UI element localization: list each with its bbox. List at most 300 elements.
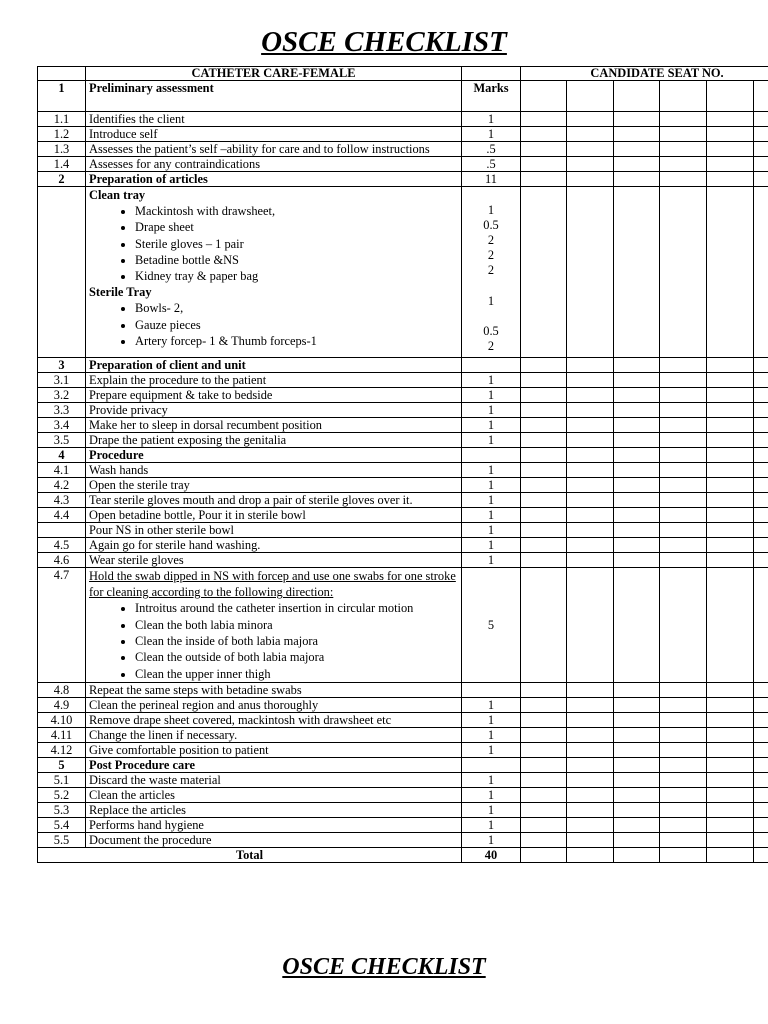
seat-cell[interactable] <box>660 553 707 568</box>
step-number: 3.3 <box>38 403 86 418</box>
step-text: Wear sterile gloves <box>86 553 462 568</box>
seat-cell[interactable] <box>614 418 660 433</box>
table-row <box>38 403 768 418</box>
table-row <box>38 712 768 727</box>
article-mark: 1 <box>487 203 495 217</box>
seat-cell[interactable] <box>567 742 614 757</box>
seat-cell[interactable] <box>707 727 754 742</box>
step-marks: 1 <box>462 403 521 418</box>
seat-cell[interactable] <box>660 508 707 523</box>
seat-cell[interactable] <box>660 832 707 847</box>
seat-cell[interactable] <box>521 418 567 433</box>
seat-cell[interactable] <box>754 142 768 157</box>
seat-cell[interactable] <box>660 433 707 448</box>
seat-cell[interactable] <box>567 418 614 433</box>
seat-cell[interactable] <box>707 742 754 757</box>
table-row <box>38 697 768 712</box>
seat-cell[interactable] <box>567 508 614 523</box>
seat-cell[interactable] <box>754 727 768 742</box>
seat-cell[interactable] <box>660 403 707 418</box>
seat-cell[interactable] <box>614 448 660 463</box>
seat-cell[interactable] <box>754 418 768 433</box>
list-item: • Sterile gloves – 1 pair <box>135 236 458 252</box>
seat-cell[interactable] <box>567 403 614 418</box>
seat-cell[interactable] <box>567 817 614 832</box>
seat-cell[interactable] <box>614 697 660 712</box>
step-marks: .5 <box>462 142 521 157</box>
seat-cell[interactable] <box>567 142 614 157</box>
seat-cell[interactable] <box>567 358 614 373</box>
seat-cell[interactable] <box>707 403 754 418</box>
step-number: 5.1 <box>38 772 86 787</box>
seat-cell[interactable] <box>521 523 567 538</box>
seat-cell[interactable] <box>521 358 567 373</box>
list-item: • Clean the outside of both labia majora <box>135 649 458 665</box>
seat-cell[interactable] <box>614 832 660 847</box>
seat-cell[interactable] <box>521 493 567 508</box>
step-number: 3.5 <box>38 433 86 448</box>
header-blank-cell <box>462 67 521 81</box>
seat-cell[interactable] <box>754 712 768 727</box>
step-number: 4.10 <box>38 712 86 727</box>
article-mark: 2 <box>487 339 495 353</box>
seat-cell[interactable] <box>521 142 567 157</box>
step-number: 3.4 <box>38 418 86 433</box>
seat-cell[interactable] <box>660 81 707 112</box>
seat-cell[interactable] <box>614 757 660 772</box>
seat-cell[interactable] <box>521 847 567 862</box>
step-marks: 1 <box>462 433 521 448</box>
articles-row <box>38 187 768 358</box>
section-title: Preliminary assessment <box>86 81 462 112</box>
step-text: Clean the perineal region and anus thoroughly <box>86 697 462 712</box>
seat-cell[interactable] <box>567 802 614 817</box>
seat-cell[interactable] <box>660 112 707 127</box>
step-number: 1.3 <box>38 142 86 157</box>
seat-cell[interactable] <box>521 112 567 127</box>
osce-checklist-table <box>37 66 768 863</box>
seat-cell[interactable] <box>660 523 707 538</box>
seat-cell[interactable] <box>660 142 707 157</box>
step-text: Remove drape sheet covered, mackintosh with drawsheet etc <box>86 712 462 727</box>
seat-cell[interactable] <box>754 682 768 697</box>
seat-cell[interactable] <box>660 787 707 802</box>
seat-cell[interactable] <box>614 358 660 373</box>
seat-cell[interactable] <box>660 187 707 358</box>
seat-cell[interactable] <box>707 508 754 523</box>
step-text: Document the procedure <box>86 832 462 847</box>
seat-cell[interactable] <box>614 682 660 697</box>
seat-cell[interactable] <box>614 388 660 403</box>
seat-cell[interactable] <box>707 712 754 727</box>
seat-cell[interactable] <box>707 187 754 358</box>
seat-cell[interactable] <box>521 553 567 568</box>
seat-cell[interactable] <box>707 433 754 448</box>
seat-cell[interactable] <box>660 127 707 142</box>
seat-cell[interactable] <box>614 553 660 568</box>
seat-cell[interactable] <box>567 433 614 448</box>
seat-cell[interactable] <box>567 787 614 802</box>
seat-cell[interactable] <box>567 682 614 697</box>
seat-cell[interactable] <box>754 817 768 832</box>
seat-cell[interactable] <box>614 772 660 787</box>
list-item: • Clean the both labia minora <box>135 617 458 633</box>
seat-cell[interactable] <box>707 523 754 538</box>
seat-cell[interactable] <box>660 742 707 757</box>
table-row <box>38 493 768 508</box>
seat-cell[interactable] <box>567 112 614 127</box>
table-row <box>38 508 768 523</box>
seat-cell[interactable] <box>521 742 567 757</box>
table-row <box>38 553 768 568</box>
seat-cell[interactable] <box>754 523 768 538</box>
seat-cell[interactable] <box>567 847 614 862</box>
list-item: • Mackintosh with drawsheet, <box>135 203 458 219</box>
step-marks: 1 <box>462 388 521 403</box>
seat-cell[interactable] <box>521 463 567 478</box>
seat-cell[interactable] <box>567 172 614 187</box>
seat-cell[interactable] <box>707 682 754 697</box>
seat-cell[interactable] <box>521 712 567 727</box>
seat-cell[interactable] <box>754 757 768 772</box>
seat-cell[interactable] <box>707 697 754 712</box>
seat-cell[interactable] <box>660 802 707 817</box>
seat-cell[interactable] <box>521 187 567 358</box>
step-number: 4.12 <box>38 742 86 757</box>
seat-cell[interactable] <box>707 772 754 787</box>
seat-cell[interactable] <box>754 157 768 172</box>
cleaning-direction-list <box>89 600 458 681</box>
seat-cell[interactable] <box>567 373 614 388</box>
seat-cell[interactable] <box>521 832 567 847</box>
seat-cell[interactable] <box>567 832 614 847</box>
seat-cell[interactable] <box>707 802 754 817</box>
seat-cell[interactable] <box>660 847 707 862</box>
seat-cell[interactable] <box>707 757 754 772</box>
seat-cell[interactable] <box>567 523 614 538</box>
seat-cell[interactable] <box>707 817 754 832</box>
seat-cell[interactable] <box>707 142 754 157</box>
section-number: 4 <box>38 448 86 463</box>
seat-cell[interactable] <box>567 727 614 742</box>
section-marks: 11 <box>462 172 521 187</box>
step-text: Repeat the same steps with betadine swabs <box>86 682 462 697</box>
seat-cell[interactable] <box>567 712 614 727</box>
seat-cell[interactable] <box>521 817 567 832</box>
seat-cell[interactable] <box>707 388 754 403</box>
seat-cell[interactable] <box>567 568 614 682</box>
seat-cell[interactable] <box>707 81 754 112</box>
table-row <box>38 523 768 538</box>
seat-cell[interactable] <box>614 742 660 757</box>
seat-cell[interactable] <box>521 448 567 463</box>
total-row <box>38 847 768 862</box>
seat-cell[interactable] <box>567 388 614 403</box>
section-marks <box>462 448 521 463</box>
seat-cell[interactable] <box>521 433 567 448</box>
table-row <box>38 772 768 787</box>
seat-cell[interactable] <box>660 682 707 697</box>
step-text: Assesses the patient’s self –ability for care and to follow instructions <box>86 142 462 157</box>
seat-cell[interactable] <box>521 538 567 553</box>
seat-cell[interactable] <box>660 727 707 742</box>
seat-cell[interactable] <box>754 127 768 142</box>
seat-cell[interactable] <box>660 373 707 388</box>
seat-cell[interactable] <box>707 493 754 508</box>
seat-cell[interactable] <box>754 847 768 862</box>
step-number: 4.5 <box>38 538 86 553</box>
seat-cell[interactable] <box>614 463 660 478</box>
seat-cell[interactable] <box>660 358 707 373</box>
seat-cell[interactable] <box>660 157 707 172</box>
step-text: Pour NS in other sterile bowl <box>86 523 462 538</box>
step-number: 4.3 <box>38 493 86 508</box>
seat-cell[interactable] <box>754 772 768 787</box>
step-text: Give comfortable position to patient <box>86 742 462 757</box>
seat-cell[interactable] <box>754 172 768 187</box>
seat-cell[interactable] <box>521 478 567 493</box>
seat-cell[interactable] <box>521 682 567 697</box>
seat-cell[interactable] <box>521 508 567 523</box>
seat-cell[interactable] <box>521 757 567 772</box>
seat-cell[interactable] <box>614 727 660 742</box>
section-number: 2 <box>38 172 86 187</box>
table-row <box>38 127 768 142</box>
seat-cell[interactable] <box>754 787 768 802</box>
seat-cell[interactable] <box>754 187 768 358</box>
seat-cell[interactable] <box>707 112 754 127</box>
seat-cell[interactable] <box>754 373 768 388</box>
seat-cell[interactable] <box>707 448 754 463</box>
step-marks: 1 <box>462 112 521 127</box>
seat-cell[interactable] <box>614 81 660 112</box>
step-marks: 1 <box>462 373 521 388</box>
seat-cell[interactable] <box>754 553 768 568</box>
table-row <box>38 817 768 832</box>
seat-cell[interactable] <box>707 358 754 373</box>
section-row <box>38 81 768 112</box>
seat-cell[interactable] <box>754 448 768 463</box>
seat-cell[interactable] <box>614 127 660 142</box>
seat-cell[interactable] <box>707 373 754 388</box>
step-number: 4.4 <box>38 508 86 523</box>
seat-cell[interactable] <box>521 388 567 403</box>
seat-cell[interactable] <box>707 568 754 682</box>
seat-cell[interactable] <box>707 463 754 478</box>
step-marks: .5 <box>462 157 521 172</box>
seat-cell[interactable] <box>660 448 707 463</box>
step-marks: 1 <box>462 742 521 757</box>
list-item: • Clean the upper inner thigh <box>135 666 458 682</box>
seat-cell[interactable] <box>614 847 660 862</box>
table-row <box>38 157 768 172</box>
seat-cell[interactable] <box>660 418 707 433</box>
seat-cell[interactable] <box>567 757 614 772</box>
step-4-7-details <box>86 568 462 682</box>
seat-cell[interactable] <box>754 538 768 553</box>
seat-cell[interactable] <box>754 508 768 523</box>
seat-cell[interactable] <box>614 478 660 493</box>
candidate-seat-header: CANDIDATE SEAT NO. <box>521 67 768 81</box>
seat-cell[interactable] <box>660 538 707 553</box>
step-marks: 1 <box>462 697 521 712</box>
seat-cell[interactable] <box>614 142 660 157</box>
seat-cell[interactable] <box>614 568 660 682</box>
seat-cell[interactable] <box>614 187 660 358</box>
seat-cell[interactable] <box>707 157 754 172</box>
step-marks: 1 <box>462 802 521 817</box>
step-text: Open betadine bottle, Pour it in sterile bowl <box>86 508 462 523</box>
step-number: 3.1 <box>38 373 86 388</box>
step-text: Replace the articles <box>86 802 462 817</box>
seat-cell[interactable] <box>707 538 754 553</box>
step-text: Change the linen if necessary. <box>86 727 462 742</box>
seat-cell[interactable] <box>567 553 614 568</box>
step-marks: 1 <box>462 523 521 538</box>
table-row <box>38 682 768 697</box>
table-row <box>38 802 768 817</box>
step-number: 3.2 <box>38 388 86 403</box>
seat-cell[interactable] <box>707 172 754 187</box>
seat-cell[interactable] <box>614 112 660 127</box>
seat-cell[interactable] <box>521 81 567 112</box>
table-row <box>38 373 768 388</box>
seat-cell[interactable] <box>660 697 707 712</box>
seat-cell[interactable] <box>754 358 768 373</box>
seat-cell[interactable] <box>707 553 754 568</box>
seat-cell[interactable] <box>707 847 754 862</box>
seat-cell[interactable] <box>754 463 768 478</box>
seat-cell[interactable] <box>754 742 768 757</box>
seat-cell[interactable] <box>567 187 614 358</box>
seat-cell[interactable] <box>614 172 660 187</box>
table-row <box>38 418 768 433</box>
seat-cell[interactable] <box>567 538 614 553</box>
seat-cell[interactable] <box>521 172 567 187</box>
seat-cell[interactable] <box>614 712 660 727</box>
seat-cell[interactable] <box>707 478 754 493</box>
step-text: Tear sterile gloves mouth and drop a pair of sterile gloves over it. <box>86 493 462 508</box>
seat-cell[interactable] <box>707 787 754 802</box>
seat-cell[interactable] <box>567 157 614 172</box>
blank-number-cell <box>38 187 86 358</box>
seat-cell[interactable] <box>660 388 707 403</box>
seat-cell[interactable] <box>660 817 707 832</box>
seat-cell[interactable] <box>567 697 614 712</box>
seat-cell[interactable] <box>614 373 660 388</box>
seat-cell[interactable] <box>614 403 660 418</box>
step-marks: 1 <box>462 508 521 523</box>
seat-cell[interactable] <box>754 802 768 817</box>
seat-cell[interactable] <box>567 448 614 463</box>
step-text: Performs hand hygiene <box>86 817 462 832</box>
table-row <box>38 787 768 802</box>
seat-cell[interactable] <box>521 802 567 817</box>
seat-cell[interactable] <box>660 493 707 508</box>
seat-cell[interactable] <box>567 127 614 142</box>
seat-cell[interactable] <box>521 373 567 388</box>
clean-tray-list <box>89 203 458 284</box>
seat-cell[interactable] <box>754 112 768 127</box>
seat-cell[interactable] <box>567 81 614 112</box>
seat-cell[interactable] <box>754 433 768 448</box>
seat-cell[interactable] <box>614 157 660 172</box>
step-marks <box>462 682 521 697</box>
seat-cell[interactable] <box>707 127 754 142</box>
seat-cell[interactable] <box>521 727 567 742</box>
seat-cell[interactable] <box>567 772 614 787</box>
seat-cell[interactable] <box>754 403 768 418</box>
seat-cell[interactable] <box>567 478 614 493</box>
section-title: Procedure <box>86 448 462 463</box>
seat-cell[interactable] <box>614 802 660 817</box>
articles-marks <box>462 187 521 358</box>
seat-cell[interactable] <box>707 832 754 847</box>
seat-cell[interactable] <box>754 697 768 712</box>
article-mark: 1 <box>487 294 495 308</box>
list-item: • Clean the inside of both labia majora <box>135 633 458 649</box>
seat-cell[interactable] <box>660 172 707 187</box>
marks-header: Marks <box>462 81 521 112</box>
seat-cell[interactable] <box>660 712 707 727</box>
step-number: 4.6 <box>38 553 86 568</box>
seat-cell[interactable] <box>660 772 707 787</box>
list-item: • Drape sheet <box>135 219 458 235</box>
seat-cell[interactable] <box>754 832 768 847</box>
section-row <box>38 172 768 187</box>
step-marks: 1 <box>462 493 521 508</box>
seat-cell[interactable] <box>707 418 754 433</box>
seat-cell[interactable] <box>521 787 567 802</box>
seat-cell[interactable] <box>614 787 660 802</box>
seat-cell[interactable] <box>521 697 567 712</box>
seat-cell[interactable] <box>754 388 768 403</box>
step-number: 4.9 <box>38 697 86 712</box>
seat-cell[interactable] <box>614 508 660 523</box>
step-text: Clean the articles <box>86 787 462 802</box>
seat-cell[interactable] <box>614 523 660 538</box>
section-marks <box>462 358 521 373</box>
seat-cell[interactable] <box>521 127 567 142</box>
seat-cell[interactable] <box>521 568 567 682</box>
seat-cell[interactable] <box>567 493 614 508</box>
seat-cell[interactable] <box>614 493 660 508</box>
seat-cell[interactable] <box>614 433 660 448</box>
seat-cell[interactable] <box>567 463 614 478</box>
seat-cell[interactable] <box>521 403 567 418</box>
step-marks: 1 <box>462 478 521 493</box>
step-marks: 5 <box>462 568 521 682</box>
seat-cell[interactable] <box>521 157 567 172</box>
seat-cell[interactable] <box>660 757 707 772</box>
step-text: Open the sterile tray <box>86 478 462 493</box>
seat-cell[interactable] <box>754 493 768 508</box>
list-item: • Introitus around the catheter insertion in circular motion <box>135 600 458 616</box>
seat-cell[interactable] <box>754 478 768 493</box>
seat-cell[interactable] <box>754 568 768 682</box>
seat-cell[interactable] <box>660 478 707 493</box>
seat-cell[interactable] <box>660 463 707 478</box>
seat-cell[interactable] <box>521 772 567 787</box>
seat-cell[interactable] <box>614 817 660 832</box>
article-mark: 0.5 <box>483 324 499 338</box>
article-mark: 2 <box>487 263 495 277</box>
list-item: • Gauze pieces <box>135 317 458 333</box>
seat-cell[interactable] <box>754 81 768 112</box>
step-number: 4.7 <box>38 568 86 682</box>
seat-cell[interactable] <box>660 568 707 682</box>
seat-cell[interactable] <box>614 538 660 553</box>
